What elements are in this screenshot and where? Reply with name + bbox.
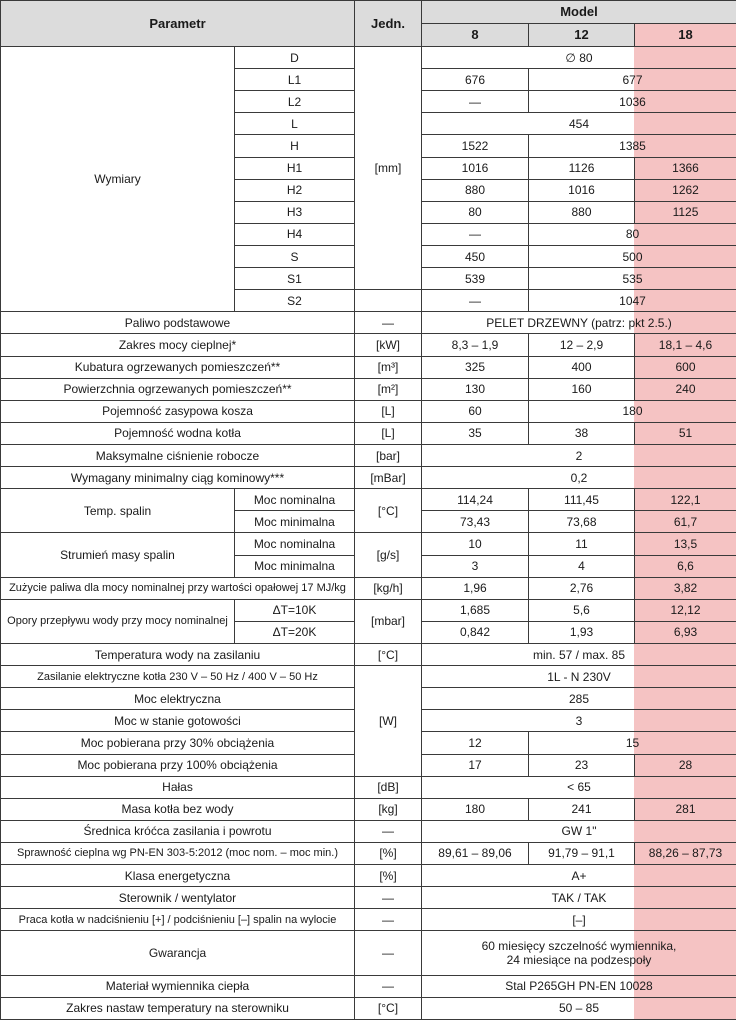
value-cell: 4 (529, 555, 635, 577)
unit-mm: [mm] (355, 47, 422, 290)
param-label: Moc pobierana przy 100% obciążenia (1, 754, 355, 776)
unit-cell: [%] (355, 865, 422, 887)
value-cell: 0,2 (422, 467, 736, 489)
value-cell: 114,24 (422, 489, 529, 511)
param-label: Gwarancja (1, 931, 355, 975)
value-cell: 500 (529, 245, 736, 267)
sub-param: H3 (235, 201, 355, 223)
unit-cell: [mbar] (355, 599, 422, 643)
value-cell: 1016 (529, 179, 635, 201)
value-cell: 73,43 (422, 511, 529, 533)
value-cell: PELET DRZEWNY (patrz: pkt 2.5.) (422, 312, 736, 334)
value-cell: 1,93 (529, 621, 635, 643)
param-label: Maksymalne ciśnienie robocze (1, 444, 355, 466)
value-cell: 1L - N 230V (422, 666, 736, 688)
value-cell: [–] (422, 909, 736, 931)
value-cell: 1036 (529, 91, 736, 113)
value-cell: 3 (422, 710, 736, 732)
unit-cell: — (355, 887, 422, 909)
value-cell: 676 (422, 69, 529, 91)
unit-cell: [L] (355, 400, 422, 422)
unit-cell: [bar] (355, 444, 422, 466)
table-row (1, 489, 736, 511)
value-cell: 15 (529, 732, 736, 754)
header-model-18: 18 (635, 24, 736, 47)
value-cell: 60 (422, 400, 529, 422)
param-label: Masa kotła bez wody (1, 798, 355, 820)
value-cell: 400 (529, 356, 635, 378)
value-cell: 600 (635, 356, 736, 378)
value-cell: Stal P265GH PN-EN 10028 (422, 975, 736, 997)
value-cell: 51 (635, 422, 736, 444)
value-cell: — (422, 91, 529, 113)
param-label: Pojemność wodna kotła (1, 422, 355, 444)
unit-cell: [kW] (355, 334, 422, 356)
unit-cell: — (355, 312, 422, 334)
value-cell: — (422, 290, 529, 312)
value-cell: 130 (422, 378, 529, 400)
unit-cell: [°C] (355, 489, 422, 533)
value-cell: 454 (422, 113, 736, 135)
value-cell: 12 – 2,9 (529, 334, 635, 356)
value-cell: 6,93 (635, 621, 736, 643)
value-cell: 281 (635, 798, 736, 820)
value-cell (422, 931, 736, 975)
value-cell: 1047 (529, 290, 736, 312)
value-cell: 240 (635, 378, 736, 400)
value-cell: 180 (422, 798, 529, 820)
unit-cell: — (355, 820, 422, 842)
unit-cell: — (355, 975, 422, 997)
table-row (1, 533, 736, 555)
value-cell: 2,76 (529, 577, 635, 599)
unit-cell: [m²] (355, 378, 422, 400)
sub-param: ΔT=10K (235, 599, 355, 621)
header-model: Model (422, 1, 736, 24)
table-row (1, 356, 736, 378)
param-label: Temp. spalin (1, 489, 235, 533)
unit-cell: [m³] (355, 356, 422, 378)
sub-param: D (235, 47, 355, 69)
value-cell: 18,1 – 4,6 (635, 334, 736, 356)
value-cell: 17 (422, 754, 529, 776)
value-cell: 1125 (635, 201, 736, 223)
value-cell: 88,26 – 87,73 (635, 842, 736, 864)
value-cell: 325 (422, 356, 529, 378)
sub-param: ΔT=20K (235, 621, 355, 643)
unit-cell: [mBar] (355, 467, 422, 489)
value-cell: 1,96 (422, 577, 529, 599)
param-label: Moc elektryczna (1, 688, 355, 710)
value-cell: 12,12 (635, 599, 736, 621)
value-cell: 1385 (529, 135, 736, 157)
param-label: Zasilanie elektryczne kotła 230 V – 50 Hz / 400 V – 50 Hz (1, 666, 355, 688)
value-cell: 241 (529, 798, 635, 820)
param-label: Sprawność cieplna wg PN-EN 303-5:2012 (moc nom. – moc min.) (1, 842, 355, 864)
value-cell: 450 (422, 245, 529, 267)
table-row (1, 997, 736, 1019)
param-label: Klasa energetyczna (1, 865, 355, 887)
param-label: Zużycie paliwa dla mocy nominalnej przy wartości opałowej 17 MJ/kg (1, 577, 355, 599)
unit-cell: [g/s] (355, 533, 422, 577)
table-row (1, 842, 736, 864)
sub-param: Moc minimalna (235, 511, 355, 533)
value-cell: 3,82 (635, 577, 736, 599)
value-cell: 50 – 85 (422, 997, 736, 1019)
value-cell: 13,5 (635, 533, 736, 555)
header-model-8: 8 (422, 24, 529, 47)
param-label: Temperatura wody na zasilaniu (1, 643, 355, 665)
sub-param: S1 (235, 268, 355, 290)
param-label: Moc w stanie gotowości (1, 710, 355, 732)
param-wymiary: Wymiary (1, 47, 235, 312)
unit-cell: [°C] (355, 643, 422, 665)
param-label: Średnica króćca zasilania i powrotu (1, 820, 355, 842)
value-cell: 23 (529, 754, 635, 776)
value-cell: 1,685 (422, 599, 529, 621)
sub-param: S (235, 245, 355, 267)
unit-cell: [kg/h] (355, 577, 422, 599)
param-label: Strumień masy spalin (1, 533, 235, 577)
unit-cell: — (355, 931, 422, 975)
value-cell: 535 (529, 268, 736, 290)
param-label: Sterownik / wentylator (1, 887, 355, 909)
unit-cell (355, 290, 422, 312)
sub-param: H2 (235, 179, 355, 201)
unit-cell: [L] (355, 422, 422, 444)
param-label: Moc pobierana przy 30% obciążenia (1, 732, 355, 754)
table-row (1, 776, 736, 798)
value-cell: 80 (529, 223, 736, 245)
sub-param: L (235, 113, 355, 135)
sub-param: H1 (235, 157, 355, 179)
value-cell: < 65 (422, 776, 736, 798)
param-label: Powierzchnia ogrzewanych pomieszczeń** (1, 378, 355, 400)
value-cell: 111,45 (529, 489, 635, 511)
table-row (1, 820, 736, 842)
unit-cell: [W] (355, 666, 422, 777)
sub-param: L2 (235, 91, 355, 113)
param-label: Materiał wymiennika ciepła (1, 975, 355, 997)
table-row (1, 666, 736, 688)
table-row (1, 334, 736, 356)
table-row (1, 643, 736, 665)
unit-cell: — (355, 909, 422, 931)
table-row (1, 975, 736, 997)
value-cell: 80 (422, 201, 529, 223)
value-cell: 28 (635, 754, 736, 776)
param-label: Praca kotła w nadciśnieniu [+] / podciśnieniu [–] spalin na wylocie (1, 909, 355, 931)
value-cell: 61,7 (635, 511, 736, 533)
header-jedn: Jedn. (355, 1, 422, 47)
value-cell: 11 (529, 533, 635, 555)
table-row (1, 422, 736, 444)
value-cell: 1016 (422, 157, 529, 179)
sub-param: S2 (235, 290, 355, 312)
table-row (1, 378, 736, 400)
table-row (1, 798, 736, 820)
value-cell: 12 (422, 732, 529, 754)
value-cell: GW 1" (422, 820, 736, 842)
param-label: Hałas (1, 776, 355, 798)
value-cell: 677 (529, 69, 736, 91)
param-label: Pojemność zasypowa kosza (1, 400, 355, 422)
sub-param: Moc nominalna (235, 533, 355, 555)
gwarancja-line-1: 60 miesięcy szczelność wymiennika, (481, 938, 677, 953)
value-cell: 160 (529, 378, 635, 400)
table-row (1, 577, 736, 599)
value-cell: 1126 (529, 157, 635, 179)
value-cell: 35 (422, 422, 529, 444)
param-label: Opory przepływu wody przy mocy nominalnej (1, 599, 235, 643)
value-cell: 3 (422, 555, 529, 577)
value-cell: 1366 (635, 157, 736, 179)
value-cell: 38 (529, 422, 635, 444)
value-cell: 89,61 – 89,06 (422, 842, 529, 864)
table-row (1, 909, 736, 931)
value-cell: 5,6 (529, 599, 635, 621)
value-cell: 180 (529, 400, 736, 422)
table-row (1, 887, 736, 909)
sub-param: L1 (235, 69, 355, 91)
table-row (1, 312, 736, 334)
sub-param: H (235, 135, 355, 157)
gwarancja-line-2: 24 miesiące na podzespoły (506, 952, 652, 967)
header-model-12: 12 (529, 24, 635, 47)
value-cell: 539 (422, 268, 529, 290)
value-cell: 0,842 (422, 621, 529, 643)
param-label: Zakres nastaw temperatury na sterowniku (1, 997, 355, 1019)
table-row (1, 467, 736, 489)
table-row (1, 47, 736, 69)
value-cell: 2 (422, 444, 736, 466)
param-label: Kubatura ogrzewanych pomieszczeń** (1, 356, 355, 378)
value-cell: 880 (529, 201, 635, 223)
value-cell: 1522 (422, 135, 529, 157)
unit-cell: [°C] (355, 997, 422, 1019)
table-row (1, 865, 736, 887)
param-label: Zakres mocy cieplnej* (1, 334, 355, 356)
header-parametr: Parametr (1, 1, 355, 47)
value-cell: min. 57 / max. 85 (422, 643, 736, 665)
table-row (1, 400, 736, 422)
value-cell: A+ (422, 865, 736, 887)
value-cell: 10 (422, 533, 529, 555)
value-cell: 285 (422, 688, 736, 710)
unit-cell: [%] (355, 842, 422, 864)
value-cell: 1262 (635, 179, 736, 201)
param-label: Wymagany minimalny ciąg kominowy*** (1, 467, 355, 489)
value-cell: 91,79 – 91,1 (529, 842, 635, 864)
param-label: Paliwo podstawowe (1, 312, 355, 334)
value-cell: ∅ 80 (422, 47, 736, 69)
table-row (1, 599, 736, 621)
sub-param: Moc minimalna (235, 555, 355, 577)
table-row (1, 931, 736, 975)
table-row (1, 444, 736, 466)
sub-param: H4 (235, 223, 355, 245)
value-cell: 880 (422, 179, 529, 201)
unit-cell: [dB] (355, 776, 422, 798)
value-cell: 6,6 (635, 555, 736, 577)
value-cell: 73,68 (529, 511, 635, 533)
value-cell: TAK / TAK (422, 887, 736, 909)
value-cell: — (422, 223, 529, 245)
value-cell: 122,1 (635, 489, 736, 511)
sub-param: Moc nominalna (235, 489, 355, 511)
value-cell: 8,3 – 1,9 (422, 334, 529, 356)
unit-cell: [kg] (355, 798, 422, 820)
